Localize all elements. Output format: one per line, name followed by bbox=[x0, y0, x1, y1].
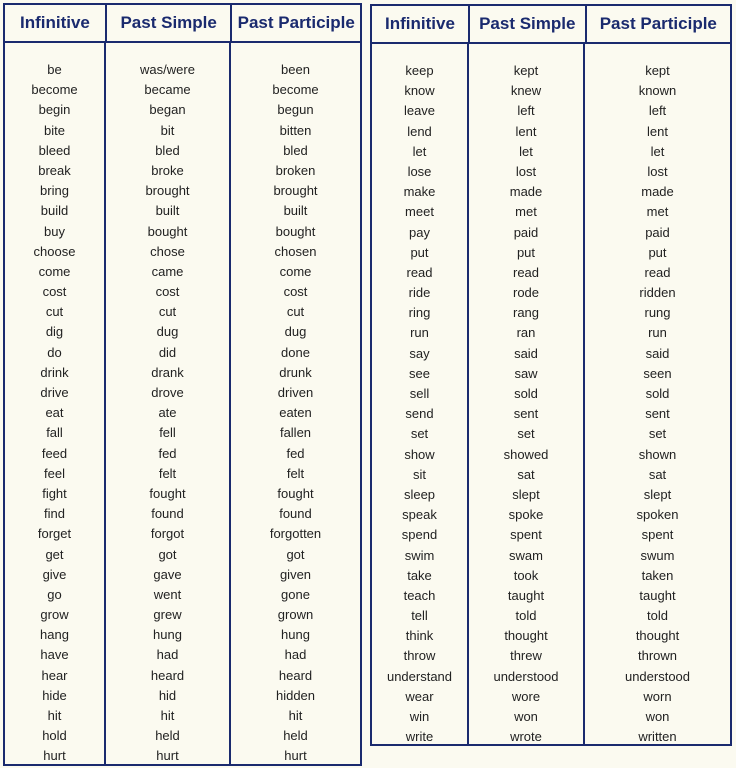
verb-past-participle: become bbox=[272, 82, 319, 98]
verb-past-simple: left bbox=[517, 103, 535, 119]
verb-past-simple: knew bbox=[510, 83, 542, 99]
verb-past-participle: ridden bbox=[639, 285, 676, 301]
verb-infinitive: give bbox=[42, 566, 67, 582]
verb-past-participle: found bbox=[279, 506, 312, 522]
verb-past-participle: broken bbox=[275, 162, 316, 178]
verb-past-participle: understood bbox=[624, 668, 691, 684]
verb-infinitive: break bbox=[38, 162, 71, 178]
verb-past-simple: brought bbox=[145, 183, 190, 199]
verb-past-simple: fed bbox=[158, 445, 177, 461]
verb-past-simple: hung bbox=[153, 627, 182, 643]
verb-past-participle: begun bbox=[277, 102, 314, 118]
header-infinitive: Infinitive bbox=[372, 6, 470, 42]
verb-past-participle: cost bbox=[283, 284, 308, 300]
verb-past-simple: did bbox=[158, 344, 177, 360]
verb-infinitive: put bbox=[410, 244, 429, 260]
table-header bbox=[372, 6, 730, 44]
verb-past-simple: kept bbox=[513, 63, 539, 78]
verb-past-participle: bought bbox=[275, 223, 316, 239]
verb-past-simple: felt bbox=[158, 465, 177, 481]
verb-infinitive: feed bbox=[41, 445, 68, 461]
verb-infinitive: hide bbox=[42, 687, 67, 703]
verb-past-participle: brought bbox=[273, 183, 318, 199]
header-past-participle: Past Participle bbox=[599, 14, 717, 33]
verb-past-participle: chosen bbox=[274, 243, 317, 259]
verb-infinitive: tell bbox=[411, 608, 428, 624]
verb-past-simple: swam bbox=[509, 547, 543, 563]
verb-past-participle: shown bbox=[638, 446, 677, 462]
verb-past-participle: worn bbox=[643, 688, 672, 704]
verb-infinitive: throw bbox=[403, 648, 436, 664]
verb-past-participle: rung bbox=[644, 305, 671, 321]
verb-infinitive: send bbox=[405, 406, 434, 422]
verb-past-simple: told bbox=[515, 608, 537, 624]
verb-infinitive: dig bbox=[45, 324, 64, 340]
verb-past-simple: sat bbox=[517, 466, 535, 482]
header-past-simple: Past Simple bbox=[107, 5, 233, 41]
verb-infinitive: write bbox=[405, 729, 434, 745]
verb-past-participle: lost bbox=[647, 163, 668, 179]
verb-past-simple: thought bbox=[504, 628, 548, 644]
verb-past-participle: thought bbox=[635, 628, 680, 644]
verb-past-simple: read bbox=[512, 264, 540, 280]
verb-infinitive: grow bbox=[40, 607, 69, 623]
verb-infinitive: feel bbox=[44, 465, 65, 481]
verb-infinitive: eat bbox=[45, 405, 64, 421]
verb-past-participle: made bbox=[641, 184, 674, 200]
verb-past-participle: said bbox=[645, 345, 670, 361]
verb-infinitive: bite bbox=[44, 122, 65, 138]
verb-infinitive: speak bbox=[402, 507, 437, 523]
verb-past-simple: had bbox=[156, 647, 179, 663]
verb-past-participle: eaten bbox=[279, 405, 312, 421]
column-infinitive bbox=[372, 44, 469, 744]
verb-infinitive: know bbox=[404, 83, 435, 99]
verb-past-participle: put bbox=[648, 244, 667, 260]
verb-past-simple: said bbox=[514, 345, 538, 361]
verb-past-simple: came bbox=[151, 263, 184, 279]
verb-past-simple: understood bbox=[493, 668, 559, 684]
verb-past-participle: hit bbox=[288, 708, 303, 723]
verb-past-participle: paid bbox=[645, 224, 670, 240]
verb-past-simple: ran bbox=[516, 325, 536, 341]
verb-infinitive: find bbox=[44, 506, 65, 522]
verb-infinitive: do bbox=[47, 344, 62, 360]
verb-infinitive: drink bbox=[40, 364, 69, 380]
header-past-participle: Past Participle bbox=[237, 13, 355, 32]
verb-past-participle: lent bbox=[647, 123, 668, 139]
verb-past-participle: left bbox=[648, 103, 667, 119]
verb-infinitive: lose bbox=[407, 163, 432, 179]
verb-infinitive: bring bbox=[40, 183, 69, 199]
verb-infinitive: spend bbox=[401, 527, 438, 543]
verb-infinitive: get bbox=[45, 546, 64, 562]
verb-infinitive: make bbox=[403, 184, 436, 200]
column-past-participle bbox=[231, 43, 360, 764]
column-past-participle bbox=[585, 44, 730, 744]
verb-infinitive: buy bbox=[44, 223, 65, 239]
verb-infinitive: cut bbox=[45, 304, 64, 320]
verb-infinitive: hear bbox=[41, 667, 68, 683]
verb-past-participle: bitten bbox=[279, 122, 312, 138]
verb-past-simple: let bbox=[519, 143, 533, 159]
verb-infinitive: begin bbox=[38, 102, 71, 118]
verb-infinitive: sit bbox=[413, 466, 426, 482]
table-body bbox=[372, 44, 730, 744]
verb-past-participle: held bbox=[283, 728, 308, 744]
verb-past-participle: taught bbox=[639, 587, 676, 603]
verb-past-simple: drove bbox=[151, 385, 184, 400]
verb-past-participle: dug bbox=[284, 324, 307, 340]
verb-past-participle: drunk bbox=[279, 364, 312, 380]
verb-past-participle: sat bbox=[648, 466, 667, 482]
verb-past-simple: fell bbox=[159, 425, 176, 441]
column-past-simple bbox=[469, 44, 585, 744]
verb-past-simple: went bbox=[153, 586, 182, 602]
verb-past-participle: come bbox=[279, 263, 312, 279]
verb-past-simple: bit bbox=[160, 122, 175, 138]
verb-past-participle: gone bbox=[281, 586, 310, 602]
verb-infinitive: swim bbox=[404, 547, 435, 563]
verb-past-participle: felt bbox=[286, 465, 305, 481]
verb-past-participle: kept bbox=[645, 63, 670, 78]
verb-past-simple: threw bbox=[510, 648, 542, 664]
verb-infinitive: read bbox=[406, 264, 433, 280]
verb-past-participle: swum bbox=[640, 547, 675, 563]
verb-past-simple: found bbox=[151, 506, 184, 522]
verb-past-simple: gave bbox=[153, 566, 182, 582]
verb-infinitive: teach bbox=[403, 587, 436, 603]
verb-past-simple: sent bbox=[513, 406, 539, 422]
column-infinitive bbox=[5, 43, 106, 764]
verb-infinitive: leave bbox=[403, 103, 436, 119]
verb-infinitive: hold bbox=[42, 728, 67, 744]
verb-past-participle: driven bbox=[277, 385, 314, 400]
verb-infinitive: be bbox=[47, 62, 62, 77]
verb-infinitive: meet bbox=[405, 204, 434, 220]
verb-past-participle: fed bbox=[286, 445, 305, 461]
verb-infinitive: come bbox=[38, 263, 71, 279]
verb-past-simple: rode bbox=[512, 285, 540, 301]
header-past-simple: Past Simple bbox=[470, 6, 587, 42]
verb-infinitive: ring bbox=[408, 305, 431, 321]
verb-past-participle: slept bbox=[643, 486, 672, 502]
verb-past-participle: written bbox=[638, 729, 677, 745]
verb-past-participle: seen bbox=[643, 365, 672, 381]
verb-past-participle: done bbox=[281, 344, 310, 360]
verb-past-simple: rang bbox=[512, 305, 540, 321]
verb-past-simple: began bbox=[149, 102, 186, 118]
verb-past-simple: took bbox=[513, 567, 539, 583]
verb-past-simple: bled bbox=[155, 142, 180, 158]
verb-past-simple: put bbox=[516, 244, 536, 260]
verb-infinitive: become bbox=[31, 82, 78, 98]
verb-past-participle: hurt bbox=[284, 748, 307, 764]
verb-past-simple: made bbox=[509, 184, 543, 200]
verb-past-participle: heard bbox=[278, 667, 313, 683]
verb-past-participle: won bbox=[645, 709, 670, 724]
verb-infinitive: have bbox=[40, 647, 69, 663]
verb-past-simple: cut bbox=[158, 304, 177, 320]
verb-past-simple: set bbox=[517, 426, 535, 442]
verb-past-participle: known bbox=[638, 83, 677, 99]
verb-past-participle: bled bbox=[283, 142, 308, 158]
verb-infinitive: say bbox=[409, 345, 430, 361]
header-infinitive: Infinitive bbox=[5, 5, 107, 41]
verb-table-right bbox=[370, 4, 732, 746]
verb-infinitive: let bbox=[412, 143, 427, 159]
verb-past-participle: been bbox=[281, 62, 310, 77]
verb-past-simple: paid bbox=[513, 224, 539, 240]
verb-past-participle: sold bbox=[645, 386, 670, 401]
verb-past-participle: hidden bbox=[275, 687, 316, 703]
verb-infinitive: show bbox=[404, 446, 435, 462]
verb-infinitive: ride bbox=[408, 285, 431, 301]
verb-infinitive: cost bbox=[42, 284, 67, 300]
verb-past-simple: broke bbox=[151, 162, 184, 178]
verb-past-participle: fallen bbox=[279, 425, 312, 441]
verb-infinitive: lend bbox=[407, 123, 432, 139]
verb-infinitive: fall bbox=[46, 425, 63, 441]
verb-past-simple: grew bbox=[153, 607, 182, 623]
verb-infinitive: hang bbox=[40, 627, 69, 643]
verb-past-participle: had bbox=[284, 647, 307, 663]
verb-past-participle: read bbox=[644, 264, 671, 280]
verb-past-simple: fought bbox=[149, 485, 186, 501]
verb-past-participle: given bbox=[279, 566, 312, 582]
verb-past-simple: became bbox=[144, 82, 191, 98]
verb-infinitive: think bbox=[405, 628, 434, 644]
verb-past-participle: built bbox=[283, 203, 308, 219]
verb-infinitive: keep bbox=[405, 63, 434, 78]
verb-past-participle: fought bbox=[277, 485, 314, 501]
verb-infinitive: win bbox=[409, 709, 430, 724]
verb-past-simple: hit bbox=[160, 708, 175, 723]
verb-infinitive: set bbox=[410, 426, 429, 442]
verb-infinitive: run bbox=[410, 325, 429, 341]
verb-past-simple: spent bbox=[510, 527, 542, 543]
verb-infinitive: bleed bbox=[38, 142, 71, 158]
verb-past-participle: set bbox=[648, 426, 667, 442]
verb-past-simple: hurt bbox=[156, 748, 179, 764]
verb-past-simple: wore bbox=[511, 688, 541, 704]
table-header bbox=[5, 5, 360, 43]
verb-infinitive: forget bbox=[37, 526, 72, 542]
verb-past-participle: let bbox=[650, 143, 665, 159]
verb-past-simple: dug bbox=[156, 324, 179, 340]
verb-past-simple: lent bbox=[515, 123, 537, 139]
verb-past-participle: spent bbox=[641, 527, 674, 543]
verb-infinitive: choose bbox=[33, 243, 76, 259]
verb-infinitive: fight bbox=[42, 485, 67, 501]
verb-past-simple: won bbox=[514, 709, 538, 724]
verb-infinitive: build bbox=[40, 203, 69, 219]
verb-infinitive: understand bbox=[386, 668, 453, 684]
verb-past-participle: got bbox=[286, 546, 305, 562]
table-body bbox=[5, 43, 360, 764]
verb-past-simple: slept bbox=[512, 486, 540, 502]
verb-past-participle: spoken bbox=[636, 507, 679, 523]
verb-infinitive: pay bbox=[409, 224, 430, 240]
verb-infinitive: hit bbox=[47, 708, 62, 723]
verb-past-simple: lost bbox=[515, 163, 537, 179]
verb-infinitive: sleep bbox=[403, 486, 436, 502]
verb-past-participle: sent bbox=[645, 406, 670, 422]
verb-past-simple: sold bbox=[514, 386, 538, 401]
verb-past-participle: hung bbox=[281, 627, 310, 643]
verb-past-simple: drank bbox=[151, 364, 184, 380]
verb-past-simple: built bbox=[155, 203, 180, 219]
verb-past-simple: showed bbox=[503, 446, 549, 462]
verb-past-participle: met bbox=[646, 204, 669, 220]
column-past-simple bbox=[106, 43, 231, 764]
verb-past-simple: forgot bbox=[150, 526, 185, 542]
verb-past-participle: taken bbox=[641, 567, 674, 583]
verb-past-simple: held bbox=[155, 728, 180, 744]
verb-past-simple: met bbox=[515, 204, 537, 220]
verb-past-simple: heard bbox=[150, 667, 185, 683]
verb-past-simple: taught bbox=[507, 587, 545, 603]
verb-infinitive: wear bbox=[405, 688, 434, 704]
verb-past-simple: chose bbox=[150, 243, 185, 259]
verb-past-simple: wrote bbox=[510, 729, 542, 745]
verb-past-participle: forgotten bbox=[269, 526, 322, 542]
verb-past-simple: hid bbox=[158, 687, 177, 703]
verb-infinitive: take bbox=[407, 567, 432, 583]
verb-infinitive: drive bbox=[40, 385, 69, 400]
verb-past-simple: saw bbox=[514, 365, 538, 381]
verb-infinitive: sell bbox=[409, 386, 430, 401]
verb-table-left bbox=[3, 3, 362, 766]
verb-past-simple: cost bbox=[155, 284, 180, 300]
verb-past-simple: was/were bbox=[140, 62, 195, 77]
verb-past-simple: ate bbox=[158, 405, 177, 421]
verb-past-participle: thrown bbox=[637, 648, 678, 664]
verb-past-participle: run bbox=[648, 325, 667, 341]
verb-past-simple: got bbox=[158, 546, 177, 562]
verb-past-participle: told bbox=[647, 608, 668, 624]
verb-past-simple: spoke bbox=[508, 507, 544, 523]
verb-past-participle: cut bbox=[286, 304, 305, 320]
verb-infinitive: see bbox=[409, 365, 430, 381]
verb-infinitive: go bbox=[47, 586, 62, 602]
verb-past-participle: grown bbox=[277, 607, 314, 623]
verb-past-simple: bought bbox=[147, 223, 188, 239]
verb-infinitive: hurt bbox=[43, 748, 66, 764]
